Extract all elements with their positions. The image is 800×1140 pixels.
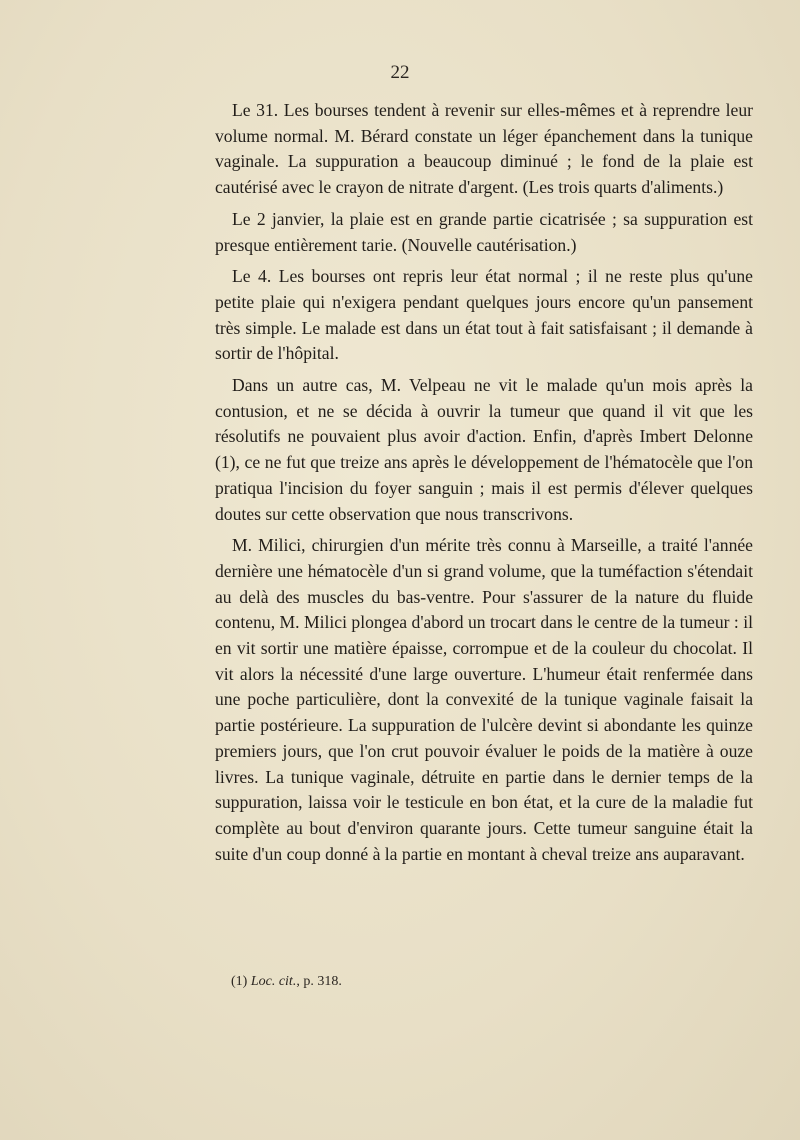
paragraph-2: Le 2 janvier, la plaie est en grande partie cicatrisée ; sa suppuration est presque entièrement tarie. (Nouvelle cautérisation.) bbox=[215, 208, 753, 255]
footnote-marker: (1) bbox=[231, 974, 248, 989]
body-text bbox=[215, 98, 753, 873]
footnote-citation: Loc. cit. bbox=[250, 974, 297, 989]
footnote bbox=[231, 974, 342, 990]
page-number: 22 bbox=[390, 62, 410, 83]
paragraph-5: M. Milici, chirurgien d'un mérite très connu à Marseille, a traité l'année dernière une hématocèle d'un si grand volume, que la tuméfaction s'étendait au delà des muscles du bas-ventre. Pour s'assurer de la nature du fluide contenu, M. Milici plongea d'abord un trocart dans le centre de la tumeur : il en vit sortir une matière épaisse, corrompue et de la couleur du chocolat. Il vit alors la nécessité d'une large ouverture. L'humeur était renfermée dans une poche particulière, dont la convexité de la tunique vaginale faisait la partie postérieure. La suppuration de l'ulcère devint si abondante les quinze premiers jours, que l'on crut pouvoir évaluer le poids de la matière à ouze livres. La tunique vaginale, détruite en partie dans le dernier temps de la suppuration, laissa voir le testicule en bon état, et la cure de la maladie fut complète au bout d'environ quarante jours. Cette tumeur sanguine était la suite d'un coup donné à la partie en montant à cheval treize ans auparavant. bbox=[215, 535, 753, 864]
paragraph-1: Le 31. Les bourses tendent à revenir sur elles-mêmes et à reprendre leur volume normal. M. Bérard constate un léger épanchement dans la tunique vaginale. La suppuration a beaucoup diminué ; le fond de la plaie est cautérisé avec le crayon de nitrate d'argent. (Les trois quarts d'aliments.) bbox=[215, 100, 753, 198]
footnote-page-ref: , p. 318. bbox=[296, 974, 342, 989]
paragraph-4: Dans un autre cas, M. Velpeau ne vit le malade qu'un mois après la contusion, et ne se décida à ouvrir la tumeur que quand il vit que les résolutifs ne pouvaient plus avoir d'action. Enfin, d'après Imbert Delonne (1), ce ne fut que treize ans après le développement de l'hématocèle que l'on pratiqua l'incision du foyer sanguin ; mais il est permis d'élever quelques doutes sur cette observation que nous transcrivons. bbox=[215, 375, 753, 524]
paragraph-3: Le 4. Les bourses ont repris leur état normal ; il ne reste plus qu'une petite plaie qui n'exigera pendant quelques jours encore qu'un pansement très simple. Le malade est dans un état tout à fait satisfaisant ; il demande à sortir de l'hôpital. bbox=[215, 266, 753, 364]
